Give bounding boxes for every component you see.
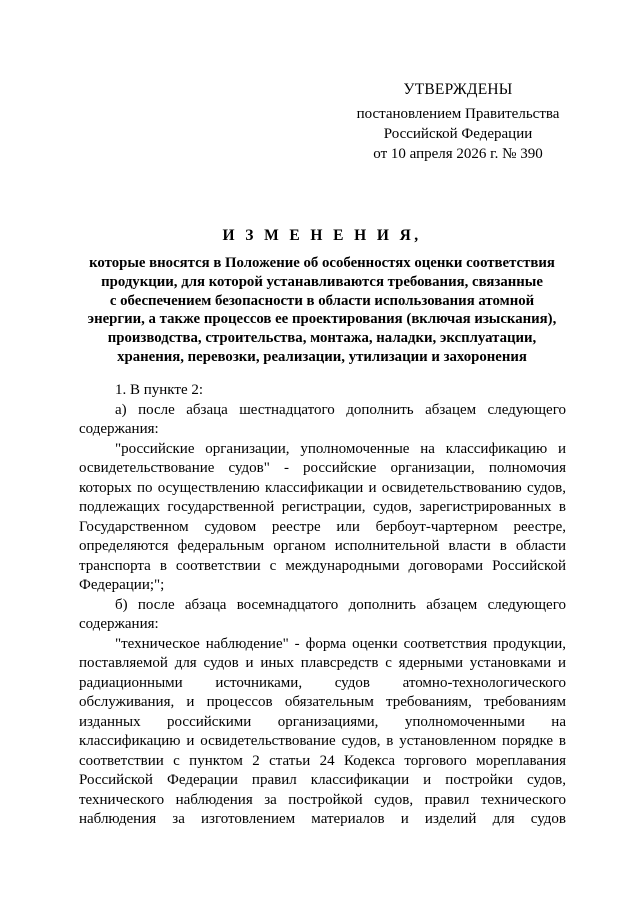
paragraph-item-1: 1. В пункте 2: (115, 382, 204, 398)
subtitle-line: продукции, для которой устанавливаются требования, связанные (101, 273, 543, 290)
paragraph-sub-a: а) после абзаца шестнадцатого дополнить абзацем следующего содержания: (79, 401, 566, 437)
document-subtitle (72, 254, 572, 367)
document-body (79, 381, 566, 830)
paragraph-quote-technical-supervision: "техническое наблюдение" - форма оценки соответствия продукции, поставляемой для судов и иных плавсредств с ядерными установками и радиационными источниками, судов атомно-технологического обслуживания, и процессов обязательным требованиям, требованиям изданных российскими организациями, уполномоченными на классификацию и освидетельствование судов, в установленном порядке в соответствии с пунктом 2 статьи 24 Кодекса торгового мореплавания Российской Федерации правил классификации и постройки судов, технического наблюдения за постройкой судов, правил технического наблюдения за изготовлением материалов и изделий для судов (79, 635, 566, 827)
paragraph-sub-b: б) после абзаца восемнадцатого дополнить абзацем следующего содержания: (79, 596, 566, 632)
paragraph-quote-organizations: "российские организации, уполномоченные на классификацию и освидетельствование судов" - российские организации, полномочия которых по осуществлению классификации и освидетельствованию судов, подлежащих государственной регистрации, судов, зарегистрированных в Государственном судовом реестре или бербоут-чартерном реестре, определяются федеральным органом исполнительной власти в области транспорта в соответствии с международными договорами Российской Федерации;"; (79, 440, 566, 593)
approval-date-line: от 10 апреля 2026 г. № 390 (373, 146, 543, 162)
approval-line: Российской Федерации (383, 126, 533, 142)
subtitle-line: которые вносятся в Положение об особенностях оценки соответствия (89, 255, 555, 271)
approval-line: постановлением Правительства (356, 106, 560, 122)
subtitle-line: хранения, перевозки, реализации, утилизации и захоронения (117, 348, 527, 365)
approval-block (330, 80, 586, 164)
document-heading (72, 227, 572, 367)
subtitle-line: с обеспечением безопасности в области использования атомной (109, 292, 535, 309)
document-title: И З М Е Н Е Н И Я, (222, 227, 422, 244)
subtitle-line: энергии, а также процессов ее проектирования (включая изыскания), (87, 311, 557, 328)
approval-title: УТВЕРЖДЕНЫ (403, 81, 513, 98)
subtitle-line: производства, строительства, монтажа, наладки, эксплуатации, (107, 330, 537, 347)
